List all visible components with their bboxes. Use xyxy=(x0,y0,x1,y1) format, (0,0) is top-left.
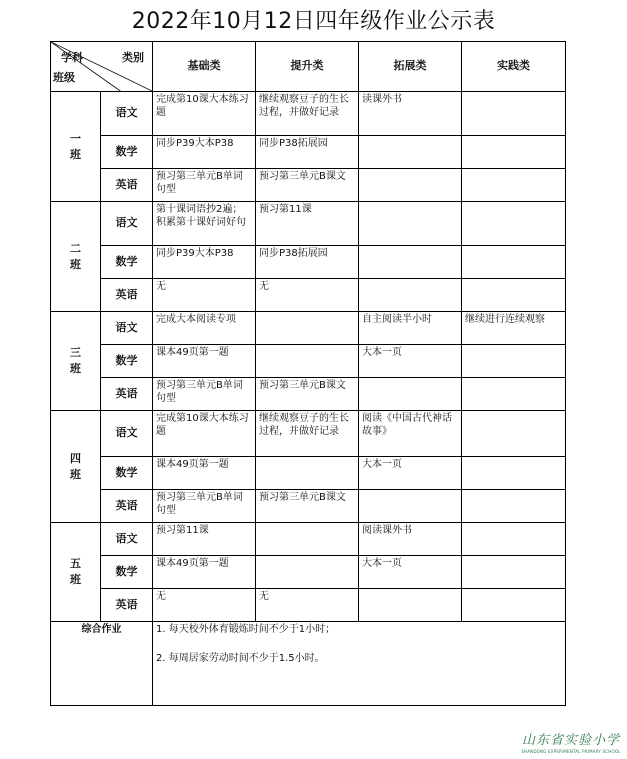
subject-cell: 语文 xyxy=(101,523,153,556)
homework-cell-basic: 第十课词语抄2遍；积累第十课好词好句 xyxy=(153,202,256,246)
class-name-cell: 三 班 xyxy=(51,312,101,411)
homework-cell-basic: 完成大本阅读专项 xyxy=(153,312,256,345)
homework-cell-basic: 课本49页第一题 xyxy=(153,556,256,589)
table-row xyxy=(51,378,566,411)
homework-cell-basic: 课本49页第一题 xyxy=(153,457,256,490)
homework-cell-improve: 继续观察豆子的生长过程，并做好记录 xyxy=(256,411,359,457)
homework-cell-improve: 预习第11课 xyxy=(256,202,359,246)
subject-cell: 语文 xyxy=(101,411,153,457)
homework-cell-extend xyxy=(359,279,462,312)
homework-cell-improve: 预习第三单元B课文 xyxy=(256,378,359,411)
subject-cell: 数学 xyxy=(101,136,153,169)
homework-cell-basic: 无 xyxy=(153,279,256,312)
page-title: 2022年10月12日四年级作业公示表 xyxy=(131,9,496,34)
homework-cell-extend: 大本一页 xyxy=(359,556,462,589)
corner-subject-label: 学科 xyxy=(61,51,83,64)
table-row xyxy=(51,246,566,279)
subject-cell: 英语 xyxy=(101,589,153,622)
table-row xyxy=(51,411,566,457)
subject-cell: 数学 xyxy=(101,345,153,378)
homework-cell-extend xyxy=(359,169,462,202)
table-row xyxy=(51,312,566,345)
subject-cell: 数学 xyxy=(101,457,153,490)
homework-cell-extend: 读课外书 xyxy=(359,92,462,136)
subject-cell: 英语 xyxy=(101,169,153,202)
table-row xyxy=(51,169,566,202)
homework-cell-basic: 完成第10课大本练习题 xyxy=(153,411,256,457)
school-logo xyxy=(517,729,625,754)
comprehensive-item: 2. 每周居家劳动时间不少于1.5小时。 xyxy=(156,652,325,664)
subject-cell: 英语 xyxy=(101,378,153,411)
homework-cell-improve: 同步P38拓展园 xyxy=(256,246,359,279)
homework-cell-extend xyxy=(359,378,462,411)
table-row xyxy=(51,457,566,490)
table-row xyxy=(51,202,566,246)
homework-cell-practice xyxy=(462,202,566,246)
homework-cell-improve xyxy=(256,457,359,490)
subject-cell: 语文 xyxy=(101,202,153,246)
homework-cell-basic: 预习第11课 xyxy=(153,523,256,556)
homework-cell-improve xyxy=(256,523,359,556)
homework-cell-basic: 课本49页第一题 xyxy=(153,345,256,378)
class-name-cell: 五 班 xyxy=(51,523,101,622)
homework-cell-extend: 阅读课外书 xyxy=(359,523,462,556)
table-row xyxy=(51,279,566,312)
table-row xyxy=(51,136,566,169)
homework-cell-improve: 无 xyxy=(256,279,359,312)
subject-cell: 数学 xyxy=(101,246,153,279)
homework-cell-improve: 预习第三单元B课文 xyxy=(256,490,359,523)
homework-cell-practice xyxy=(462,345,566,378)
homework-cell-extend xyxy=(359,246,462,279)
homework-cell-practice xyxy=(462,523,566,556)
class-name-cell: 四 班 xyxy=(51,411,101,523)
class-name-cell: 一 班 xyxy=(51,92,101,202)
subject-cell: 英语 xyxy=(101,279,153,312)
school-logo-name: 山东省实验小学 xyxy=(521,733,620,748)
homework-cell-basic: 无 xyxy=(153,589,256,622)
homework-cell-practice xyxy=(462,556,566,589)
column-header-basic: 基础类 xyxy=(153,42,256,92)
comprehensive-label: 综合作业 xyxy=(51,622,153,706)
table-row xyxy=(51,589,566,622)
homework-cell-basic: 预习第三单元B单词句型 xyxy=(153,378,256,411)
school-logo-english: SHANDONG EXPERIMENTAL PRIMARY SCHOOL xyxy=(521,749,621,754)
homework-cell-improve: 预习第三单元B课文 xyxy=(256,169,359,202)
homework-cell-extend xyxy=(359,202,462,246)
homework-cell-basic: 预习第三单元B单词句型 xyxy=(153,169,256,202)
subject-cell: 语文 xyxy=(101,312,153,345)
homework-cell-extend: 大本一页 xyxy=(359,457,462,490)
homework-cell-improve xyxy=(256,345,359,378)
column-header-improve: 提升类 xyxy=(256,42,359,92)
homework-cell-practice xyxy=(462,490,566,523)
homework-cell-extend xyxy=(359,490,462,523)
homework-cell-practice xyxy=(462,378,566,411)
homework-cell-practice xyxy=(462,246,566,279)
homework-cell-practice xyxy=(462,411,566,457)
subject-cell: 语文 xyxy=(101,92,153,136)
column-header-practice: 实践类 xyxy=(462,42,566,92)
homework-cell-extend: 自主阅读半小时 xyxy=(359,312,462,345)
homework-cell-practice xyxy=(462,457,566,490)
homework-cell-practice xyxy=(462,589,566,622)
table-row xyxy=(51,490,566,523)
table-row xyxy=(51,92,566,136)
corner-category-label: 类别 xyxy=(122,51,144,64)
homework-cell-extend xyxy=(359,136,462,169)
subject-cell: 英语 xyxy=(101,490,153,523)
homework-cell-basic: 同步P39大本P38 xyxy=(153,246,256,279)
homework-cell-improve: 继续观察豆子的生长过程，并做好记录 xyxy=(256,92,359,136)
homework-cell-basic: 同步P39大本P38 xyxy=(153,136,256,169)
class-name-cell: 二 班 xyxy=(51,202,101,312)
homework-cell-practice: 继续进行连续观察 xyxy=(462,312,566,345)
column-header-extend: 拓展类 xyxy=(359,42,462,92)
comprehensive-item: 1. 每天校外体育锻炼时间不少于1小时； xyxy=(156,624,336,635)
homework-cell-improve xyxy=(256,312,359,345)
homework-cell-practice xyxy=(462,279,566,312)
table-row xyxy=(51,345,566,378)
homework-cell-extend: 大本一页 xyxy=(359,345,462,378)
comprehensive-row xyxy=(51,622,566,706)
homework-cell-improve: 同步P38拓展园 xyxy=(256,136,359,169)
homework-cell-basic: 完成第10课大本练习题 xyxy=(153,92,256,136)
homework-cell-practice xyxy=(462,92,566,136)
homework-cell-extend xyxy=(359,589,462,622)
homework-cell-basic: 预习第三单元B单词句型 xyxy=(153,490,256,523)
homework-cell-practice xyxy=(462,136,566,169)
homework-cell-improve xyxy=(256,556,359,589)
header-corner-cell xyxy=(51,42,153,92)
homework-cell-extend: 阅读《中国古代神话故事》 xyxy=(359,411,462,457)
header-row xyxy=(51,42,566,92)
homework-cell-improve: 无 xyxy=(256,589,359,622)
corner-class-label: 班级 xyxy=(53,71,75,84)
table-row xyxy=(51,523,566,556)
table-row xyxy=(51,556,566,589)
subject-cell: 数学 xyxy=(101,556,153,589)
comprehensive-content xyxy=(153,622,566,706)
homework-cell-practice xyxy=(462,169,566,202)
homework-table xyxy=(50,41,566,706)
